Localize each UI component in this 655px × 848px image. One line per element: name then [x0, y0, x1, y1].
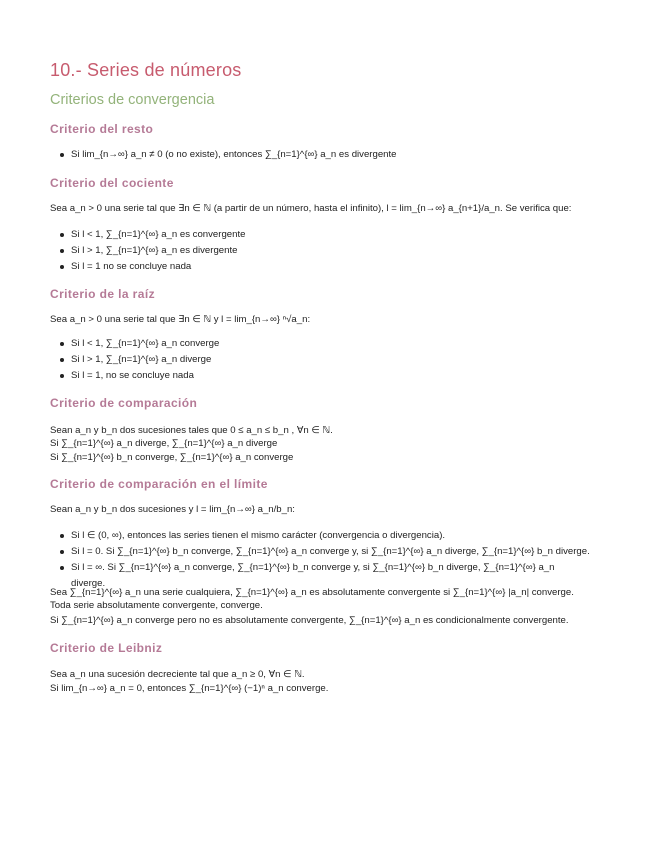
list-item: Si l < 1, ∑_{n=1}^{∞} a_n es convergente — [50, 227, 245, 243]
heading-comparacion: Criterio de comparación — [50, 396, 198, 410]
paragraph-raiz-intro: Sea a_n > 0 una serie tal que ∃n ∈ ℕ y l = lim_{n→∞} ⁿ√a_n: — [50, 314, 311, 325]
paragraph-comparacion-2: Si ∑_{n=1}^{∞} a_n diverge, ∑_{n=1}^{∞} a_n diverge — [50, 438, 278, 449]
heading-cociente: Criterio del cociente — [50, 176, 174, 190]
list-item: Si l = 1, no se concluye nada — [50, 368, 219, 384]
paragraph-leibniz-2: Si lim_{n→∞} a_n = 0, entonces ∑_{n=1}^{∞} (−1)ⁿ a_n converge. — [50, 683, 329, 694]
list-limite — [50, 528, 590, 592]
paragraph-comparacion-3: Si ∑_{n=1}^{∞} b_n converge, ∑_{n=1}^{∞} a_n converge — [50, 452, 294, 463]
list-item: Si l < 1, ∑_{n=1}^{∞} a_n converge — [50, 336, 219, 352]
paragraph-absoluta: Sea ∑_{n=1}^{∞} a_n una serie cualquiera, ∑_{n=1}^{∞} a_n es absolutamente convergente si ∑_{n=1}^{∞} |a_n| converge. Toda serie absolutamente convergente, converge. — [50, 587, 574, 611]
list-resto — [50, 147, 397, 163]
list-raiz — [50, 336, 219, 384]
paragraph-comparacion-1: Sean a_n y b_n dos sucesiones tales que 0 ≤ a_n ≤ b_n , ∀n ∈ ℕ. — [50, 425, 333, 436]
list-item: Si l > 1, ∑_{n=1}^{∞} a_n diverge — [50, 352, 219, 368]
list-item: Si lim_{n→∞} a_n ≠ 0 (o no existe), entonces ∑_{n=1}^{∞} a_n es divergente — [50, 147, 397, 163]
paragraph-condicional: Si ∑_{n=1}^{∞} a_n converge pero no es absolutamente convergente, ∑_{n=1}^{∞} a_n es condicionalmente convergente. — [50, 615, 569, 626]
paragraph-leibniz-1: Sea a_n una sucesión decreciente tal que a_n ≥ 0, ∀n ∈ ℕ. — [50, 669, 305, 680]
section-subtitle: Criterios de convergencia — [50, 92, 215, 108]
list-item: Si l = 0. Si ∑_{n=1}^{∞} b_n converge, ∑_{n=1}^{∞} a_n converge y, si ∑_{n=1}^{∞} a_n diverge, ∑_{n=1}^{∞} b_n diverge. — [50, 544, 590, 560]
list-item: Si l = ∞. Si ∑_{n=1}^{∞} a_n converge, ∑_{n=1}^{∞} b_n converge y, si ∑_{n=1}^{∞} b_n diverge, ∑_{n=1}^{∞} a_n diverge. — [50, 560, 590, 592]
list-cociente — [50, 227, 245, 275]
list-item: Si l = 1 no se concluye nada — [50, 259, 245, 275]
list-item: Si l > 1, ∑_{n=1}^{∞} a_n es divergente — [50, 243, 245, 259]
paragraph-limite-intro: Sean a_n y b_n dos sucesiones y l = lim_{n→∞} a_n/b_n: — [50, 504, 295, 515]
heading-limite: Criterio de comparación en el límite — [50, 477, 268, 491]
heading-resto: Criterio del resto — [50, 122, 154, 136]
paragraph-cociente-intro: Sea a_n > 0 una serie tal que ∃n ∈ ℕ (a partir de un número, hasta el infinito), l = lim_{n→∞} a_{n+1}/a_n. Se verifica que: — [50, 203, 572, 214]
list-item: Si l ∈ (0, ∞), entonces las series tienen el mismo carácter (convergencia o divergencia). — [50, 528, 590, 544]
page-title: 10.- Series de números — [50, 60, 242, 80]
heading-leibniz: Criterio de Leibniz — [50, 641, 163, 655]
heading-raiz: Criterio de la raíz — [50, 287, 155, 301]
